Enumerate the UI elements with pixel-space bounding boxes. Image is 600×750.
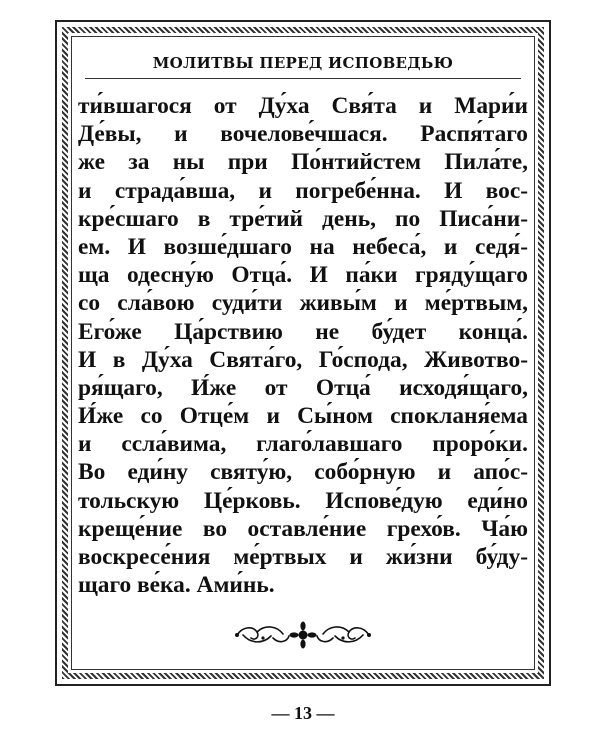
page-number: — 13 —	[271, 703, 335, 723]
text-line: и ссла́вима, глаго́лавшаго проро́ки.	[78, 431, 528, 458]
header-rule	[85, 78, 521, 79]
text-line: ти́вшагося от Ду́ха Свя́та и Мари́и	[78, 93, 528, 119]
text-line: же за ны при По́нтийстем Пила́те,	[78, 149, 528, 176]
text-line: креще́ние во оставле́ние грехо́в. Ча́ю	[78, 515, 528, 542]
text-line: и страда́вша, и погребе́нна. И вос-	[78, 177, 528, 204]
running-header: МОЛИТВЫ ПЕРЕД ИСПОВЕДЬЮ	[152, 54, 454, 72]
body-text	[78, 92, 528, 599]
text-line: тольскую Це́рковь. Испове́дую еди́но	[78, 487, 528, 514]
text-line: Во еди́ну святу́ю, собо́рную и апо́с-	[78, 459, 528, 486]
text-line: И в Ду́ха Свята́го, Го́спода, Животво-	[78, 346, 528, 373]
text-line: Его́же Ца́рствию не бу́дет конца́.	[78, 318, 528, 345]
text-line: И́же со Отце́м и Сы́ном спокланя́ема	[78, 403, 528, 430]
text-line: Де́вы, и вочелове́чшася. Распя́таго	[78, 121, 528, 148]
text-line: со сла́вою суди́ти живы́м и ме́ртвым,	[78, 290, 528, 317]
text-line: ря́щаго, И́же от Отца́ исходя́щаго,	[78, 374, 528, 401]
text-line: кре́сшаго в тре́тий день, по Писа́ни-	[78, 205, 528, 232]
text-line: ща одесну́ю Отца́. И па́ки гряду́щаго	[78, 262, 528, 289]
text-line: щаго ве́ка. Ами́нь.	[78, 572, 275, 599]
text-line: ем. И возше́дшаго на небеса́, и седя́-	[78, 233, 528, 260]
floral-ornament-icon	[233, 618, 373, 652]
text-line: воскресе́ния ме́ртвых и жи́зни бу́ду-	[78, 544, 528, 570]
